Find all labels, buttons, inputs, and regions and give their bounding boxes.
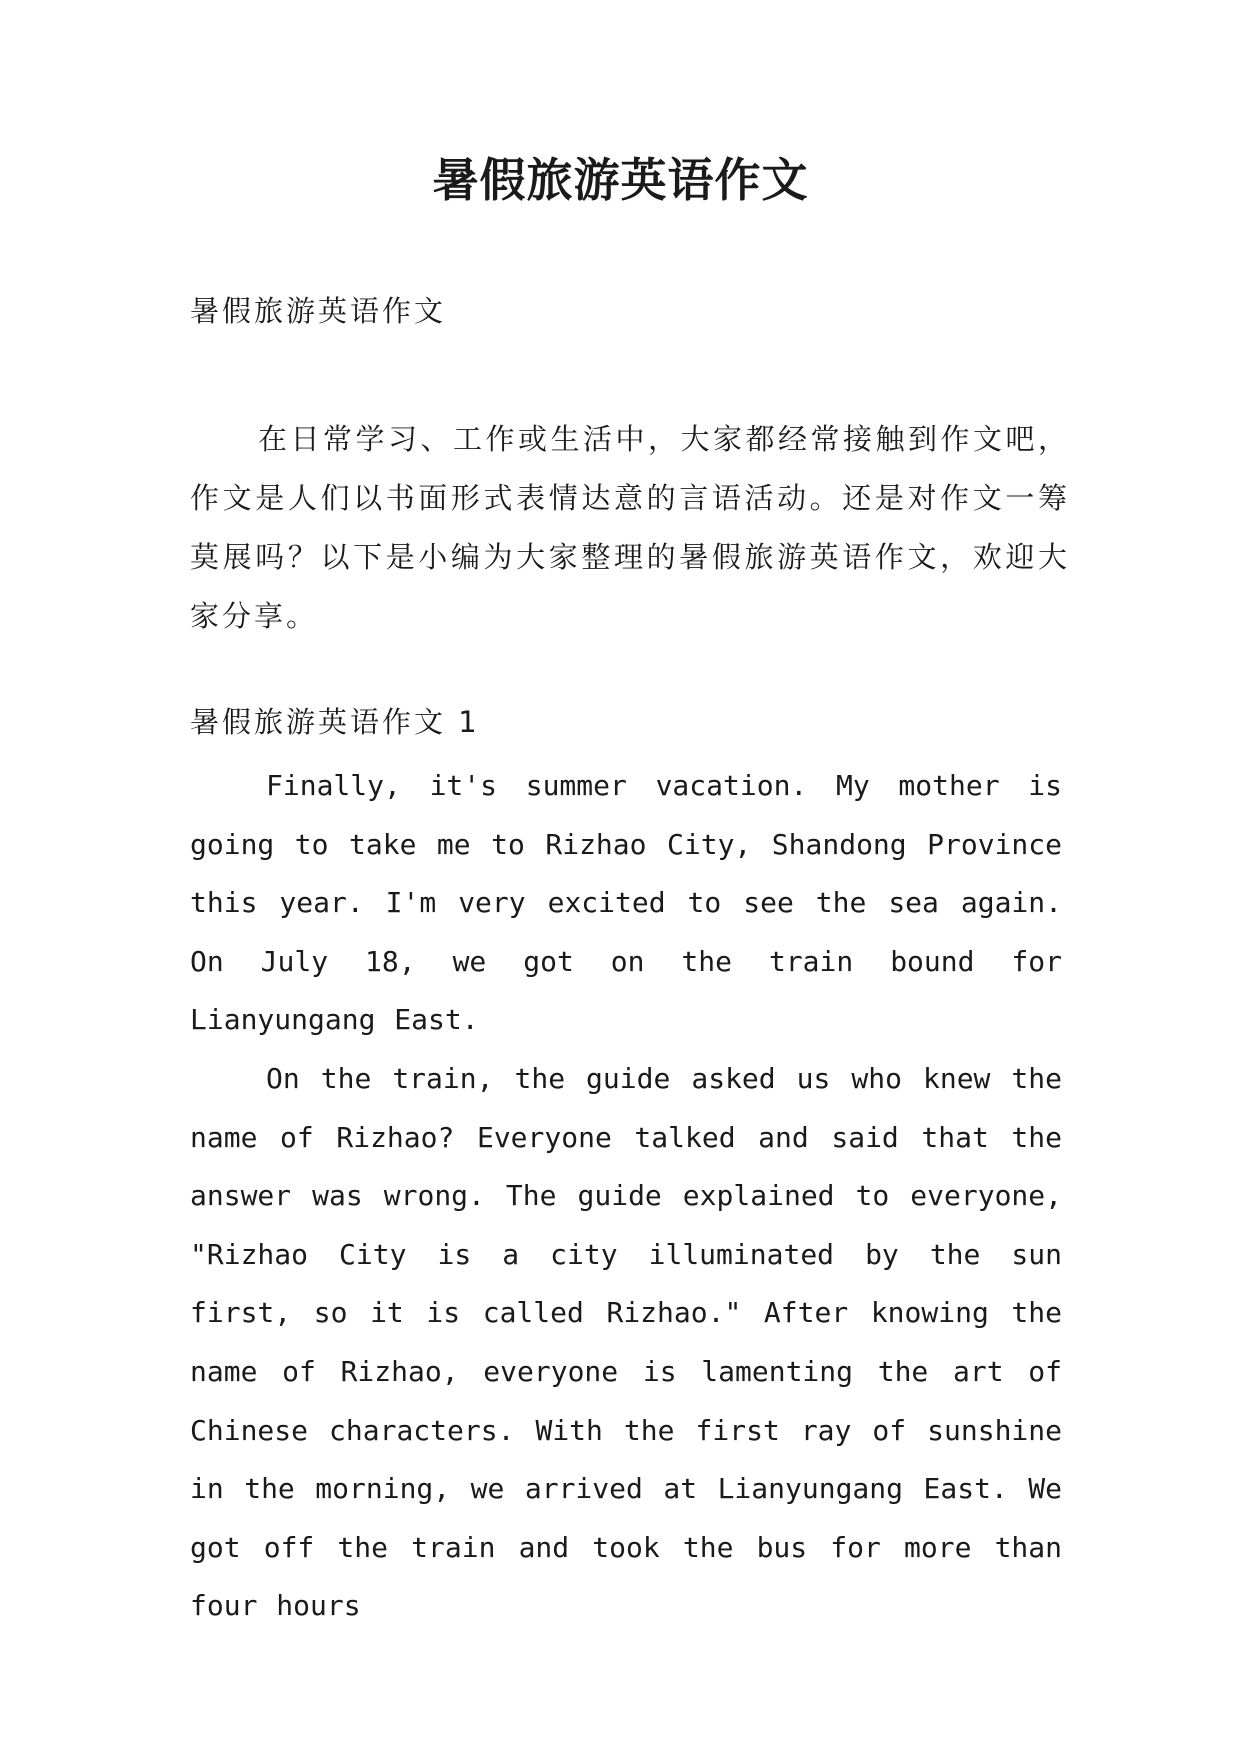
document-subtitle: 暑假旅游英语作文 [190, 294, 447, 328]
document-title: 暑假旅游英语作文 [432, 153, 809, 207]
body-paragraph-2: On the train, the guide asked us who knew the name of Rizhao? Everyone talked and said that the answer was wrong. The guide explained to everyone, "Rizhao City is a city illuminated by the sun first, so it is called Rizhao." After knowing the name of Rizhao, everyone is lamenting the art of Chinese characters. With the first ray of sunshine in the morning, we arrived at Lianyungang East. We got off the train and took the bus for more than four hours [190, 1062, 1062, 1623]
body-paragraph-1: Finally, it's summer vacation. My mother is going to take me to Rizhao City, Shandong Province this year. I'm very excited to see the sea again. On July 18, we got on the train bound for Lianyungang East. [190, 769, 1062, 1037]
section-heading: 暑假旅游英语作文 1 [190, 705, 480, 739]
intro-paragraph: 在日常学习、工作或生活中，大家都经常接触到作文吧，作文是人们以书面形式表情达意的言语活动。还是对作文一筹莫展吗？以下是小编为大家整理的暑假旅游英语作文，欢迎大家分享。 [190, 422, 1070, 633]
